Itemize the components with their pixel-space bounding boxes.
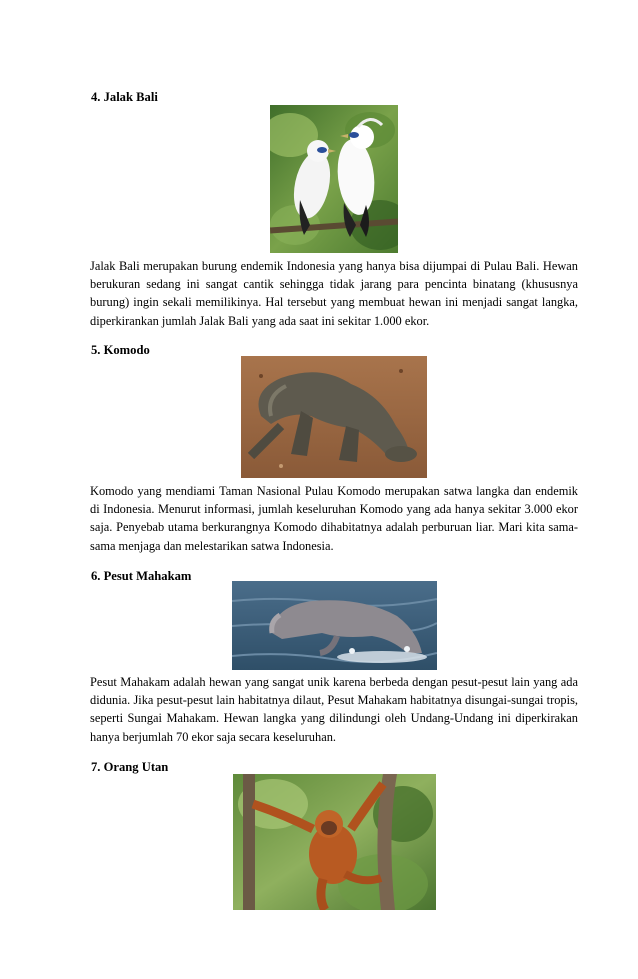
section-heading-jalak-bali: 4. Jalak Bali [91, 90, 158, 104]
paragraph-jalak-bali: Jalak Bali merupakan burung endemik Indonesia yang hanya bisa dijumpai di Pulau Bali. Hewan berukuran sedang ini sangat cantik sehingga tidak jarang para pencinta binatang (khususnya burung) ingin sekali memilikinya. Hal tersebut yang membuat hewan ini menjadi sangat langka, diperkirankan jumlah Jalak Bali yang ada saat ini sekitar 1.000 ekor. [90, 259, 578, 328]
paragraph-pesut-mahakam: Pesut Mahakam adalah hewan yang sangat unik karena berbeda dengan pesut-pesut lain yang ada didunia. Jika pesut-pesut lain habitatnya dilaut, Pesut Mahakam habitatnya disungai-sungai tropis, seperti Sungai Mahakam. Hewan langka yang dilindungi oleh Undang-Undang ini diperkirakan hanya berjumlah 70 ekor saja secara keseluruhan. [90, 675, 578, 744]
section-heading-pesut-mahakam: 6. Pesut Mahakam [91, 569, 192, 583]
komodo-dragon-photo-icon [241, 356, 427, 478]
bali-starling-photo-icon [270, 105, 398, 253]
paragraph-komodo: Komodo yang mendiami Taman Nasional Pulau Komodo merupakan satwa langka dan endemik di Indonesia. Menurut informasi, jumlah keseluruhan Komodo yang ada hanya sekitar 3.000 ekor saja. Penyebab utama berkurangnya Komodo dihabitatnya adalah perburuan liar. Mari kita sama-sama menjaga dan melestarikan satwa Indonesia. [90, 484, 578, 553]
section-heading-komodo: 5. Komodo [91, 343, 150, 357]
section-heading-orang-utan: 7. Orang Utan [91, 760, 169, 774]
orangutan-photo-icon [233, 774, 436, 910]
irrawaddy-dolphin-photo-icon [232, 581, 437, 670]
